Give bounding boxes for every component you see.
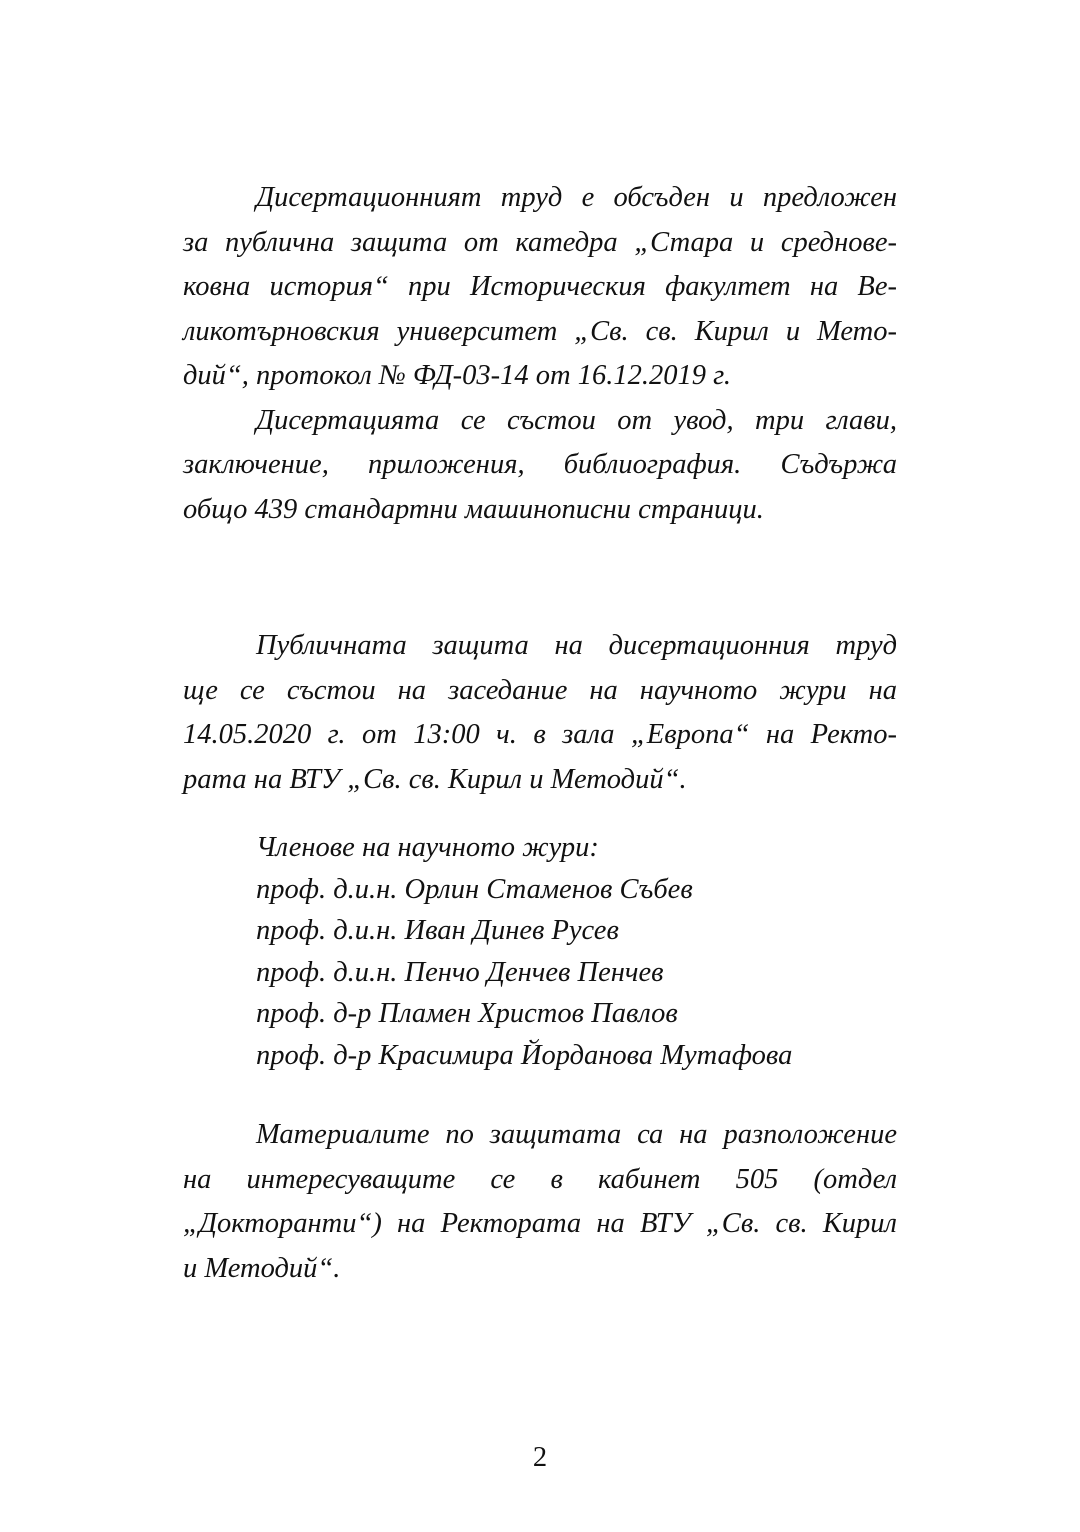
text-line: Материалите по защитата са на разположение: [256, 1119, 897, 1150]
jury-heading: Членове на научното жури:: [256, 832, 599, 863]
spacer: [183, 1078, 897, 1113]
page-number: 2: [532, 1442, 548, 1473]
text-line: ще се състои на заседание на научното жури на: [183, 674, 897, 706]
paragraph-public-defense: [183, 624, 897, 802]
text-line: ковна история“ при Историческия факултет на Ве-: [183, 271, 897, 302]
text-line: заключение, приложения, библиография. Съдържа: [183, 449, 897, 480]
jury-member: проф. д-р Пламен Христов Павлов: [256, 998, 678, 1029]
text-line: 14.05.2020 г. от 13:00 ч. в зала „Европа“ на Ректо-: [183, 719, 897, 750]
text-line: Дисертацията се състои от увод, три глави,: [256, 404, 897, 436]
paragraph-dissertation-discussion: [183, 176, 897, 399]
paragraph-materials: [183, 1113, 897, 1291]
jury-member: проф. д-р Красимира Йорданова Мутафова: [256, 1039, 793, 1071]
spacer: [183, 532, 897, 624]
jury-member: проф. д.и.н. Пенчо Денчев Пенчев: [256, 956, 664, 988]
text-line: и Методий“.: [183, 1252, 341, 1284]
text-line: Публичната защита на дисертационния труд: [256, 630, 897, 661]
text-line: на интересуващите се в кабинет 505 (отдел: [183, 1163, 897, 1195]
text-line: „Докторанти“) на Ректората на ВТУ „Св. св. Кирил: [183, 1208, 897, 1239]
text-line: общо 439 стандартни машинописни страници.: [183, 493, 764, 525]
document-body: [183, 176, 897, 1291]
paragraph-dissertation-structure: [183, 399, 897, 533]
text-line: ликотърновския университет „Св. св. Кирил и Мето-: [183, 315, 897, 347]
text-line: за публична защита от катедра „Стара и среднове-: [183, 226, 897, 258]
text-line: дий“, протокол № ФД-03-14 от 16.12.2019 г.: [183, 360, 731, 391]
text-line: Дисертационният труд е обсъден и предложен: [256, 182, 897, 213]
jury-list: [183, 826, 897, 1078]
jury-member: проф. д.и.н. Иван Динев Русев: [256, 915, 619, 946]
text-line: рата на ВТУ „Св. св. Кирил и Методий“.: [183, 763, 687, 795]
jury-member: проф. д.и.н. Орлин Стаменов Събев: [256, 873, 693, 905]
